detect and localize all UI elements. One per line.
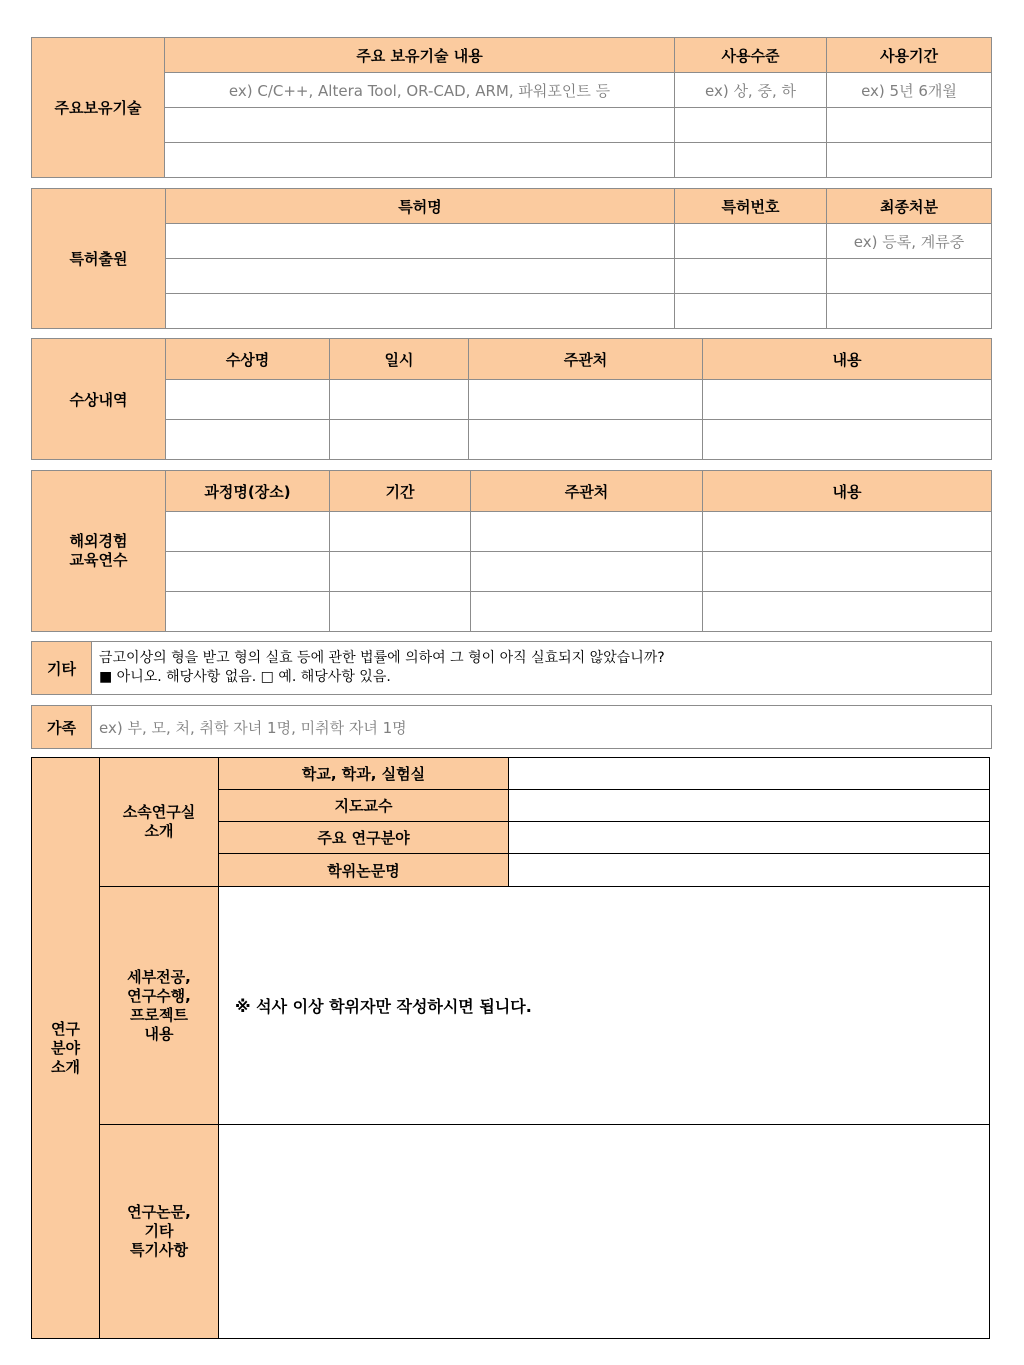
lab-intro-line1: 소속연구실 — [122, 803, 196, 821]
research-side-line2: 분야 — [51, 1038, 80, 1057]
overseas-cell[interactable] — [166, 552, 330, 592]
overseas-cell[interactable] — [471, 592, 703, 632]
skills-cell[interactable] — [675, 108, 827, 143]
patent-cell[interactable] — [827, 259, 992, 294]
patent-header-number: 특허번호 — [675, 189, 827, 224]
papers-content[interactable] — [219, 1125, 990, 1339]
patent-example-status[interactable]: ex) 등록, 계류중 — [827, 224, 992, 259]
lab-field-advisor: 지도교수 — [219, 790, 509, 822]
papers-line1: 연구논문, — [127, 1203, 191, 1221]
lab-field-school: 학교, 학과, 실험실 — [219, 758, 509, 790]
skills-example-content[interactable]: ex) C/C++, Altera Tool, OR-CAD, ARM, 파워포인트 등 — [165, 73, 675, 108]
awards-header-content: 내용 — [703, 339, 992, 380]
skills-cell[interactable] — [827, 108, 992, 143]
skills-header-period: 사용기간 — [827, 38, 992, 73]
skills-header-content: 주요 보유기술 내용 — [165, 38, 675, 73]
major-note: ※ 석사 이상 학위자만 작성하시면 됩니다. — [235, 997, 532, 1016]
overseas-header-organizer: 주관처 — [471, 471, 703, 512]
awards-cell[interactable] — [469, 380, 703, 420]
patent-header-name: 특허명 — [166, 189, 675, 224]
overseas-header-content: 내용 — [703, 471, 992, 512]
research-side-line3: 소개 — [51, 1057, 80, 1076]
patent-cell[interactable] — [166, 224, 675, 259]
family-example[interactable]: ex) 부, 모, 처, 취학 자녀 1명, 미취학 자녀 1명 — [92, 706, 992, 749]
awards-cell[interactable] — [330, 380, 469, 420]
research-side-line1: 연구 — [51, 1019, 80, 1038]
research-side-label — [32, 758, 100, 1339]
awards-cell[interactable] — [703, 380, 992, 420]
overseas-header-period: 기간 — [330, 471, 471, 512]
skills-example-level[interactable]: ex) 상, 중, 하 — [675, 73, 827, 108]
major-line4: 내용 — [144, 1024, 174, 1043]
skills-cell[interactable] — [165, 108, 675, 143]
overseas-cell[interactable] — [166, 512, 330, 552]
patent-side-label: 특허출원 — [32, 189, 166, 329]
overseas-cell[interactable] — [330, 592, 471, 632]
overseas-cell[interactable] — [166, 592, 330, 632]
major-line2: 연구수행, — [127, 986, 191, 1005]
etc-table — [31, 641, 992, 695]
overseas-side-line1: 해외경험 — [69, 532, 128, 550]
papers-line2: 기타 — [144, 1222, 174, 1240]
patent-cell[interactable] — [827, 294, 992, 329]
family-label: 가족 — [32, 706, 92, 749]
awards-header-organizer: 주관처 — [469, 339, 703, 380]
major-line1: 세부전공, — [127, 967, 191, 986]
lab-value-research-area[interactable] — [509, 822, 990, 854]
lab-value-thesis[interactable] — [509, 854, 990, 887]
patent-cell[interactable] — [675, 294, 827, 329]
overseas-cell[interactable] — [471, 512, 703, 552]
papers-line3: 특기사항 — [130, 1241, 188, 1259]
awards-cell[interactable] — [166, 380, 330, 420]
skills-cell[interactable] — [827, 143, 992, 178]
papers-label — [100, 1125, 219, 1339]
overseas-cell[interactable] — [471, 552, 703, 592]
overseas-side-line2: 교육연수 — [69, 551, 128, 569]
skills-example-period[interactable]: ex) 5년 6개월 — [827, 73, 992, 108]
major-label — [100, 887, 219, 1125]
awards-header-date: 일시 — [330, 339, 469, 380]
patent-cell[interactable] — [675, 224, 827, 259]
awards-table — [31, 338, 992, 460]
skills-table — [31, 37, 992, 178]
skills-cell[interactable] — [165, 143, 675, 178]
overseas-cell[interactable] — [330, 552, 471, 592]
awards-header-name: 수상명 — [166, 339, 330, 380]
etc-label: 기타 — [32, 642, 92, 695]
skills-side-label: 주요보유기술 — [32, 38, 165, 178]
etc-question: 금고이상의 형을 받고 형의 실효 등에 관한 법률에 의하여 그 형이 아직 실효되지 않았습니까? — [99, 650, 665, 666]
major-content[interactable] — [219, 887, 990, 1125]
overseas-header-course: 과정명(장소) — [166, 471, 330, 512]
awards-cell[interactable] — [703, 420, 992, 460]
major-line3: 프로젝트 — [130, 1005, 188, 1024]
overseas-table — [31, 470, 992, 632]
overseas-cell[interactable] — [703, 512, 992, 552]
patent-cell[interactable] — [675, 259, 827, 294]
patent-table — [31, 188, 992, 329]
awards-side-label: 수상내역 — [32, 339, 166, 460]
patent-header-status: 최종처분 — [827, 189, 992, 224]
lab-intro-line2: 소개 — [144, 822, 174, 840]
awards-cell[interactable] — [166, 420, 330, 460]
awards-cell[interactable] — [330, 420, 469, 460]
research-table — [31, 757, 990, 1339]
lab-value-school[interactable] — [509, 758, 990, 790]
lab-value-advisor[interactable] — [509, 790, 990, 822]
patent-cell[interactable] — [166, 259, 675, 294]
overseas-side-label — [32, 471, 166, 632]
skills-cell[interactable] — [675, 143, 827, 178]
overseas-cell[interactable] — [330, 512, 471, 552]
lab-field-thesis: 학위논문명 — [219, 854, 509, 887]
skills-header-level: 사용수준 — [675, 38, 827, 73]
overseas-cell[interactable] — [703, 552, 992, 592]
awards-cell[interactable] — [469, 420, 703, 460]
family-table — [31, 705, 992, 749]
lab-intro-label — [100, 758, 219, 887]
etc-content — [92, 642, 992, 695]
patent-cell[interactable] — [166, 294, 675, 329]
overseas-cell[interactable] — [703, 592, 992, 632]
etc-answer[interactable]: ■ 아니오. 해당사항 없음. □ 예. 해당사항 있음. — [99, 669, 391, 685]
lab-field-research-area: 주요 연구분야 — [219, 822, 509, 854]
